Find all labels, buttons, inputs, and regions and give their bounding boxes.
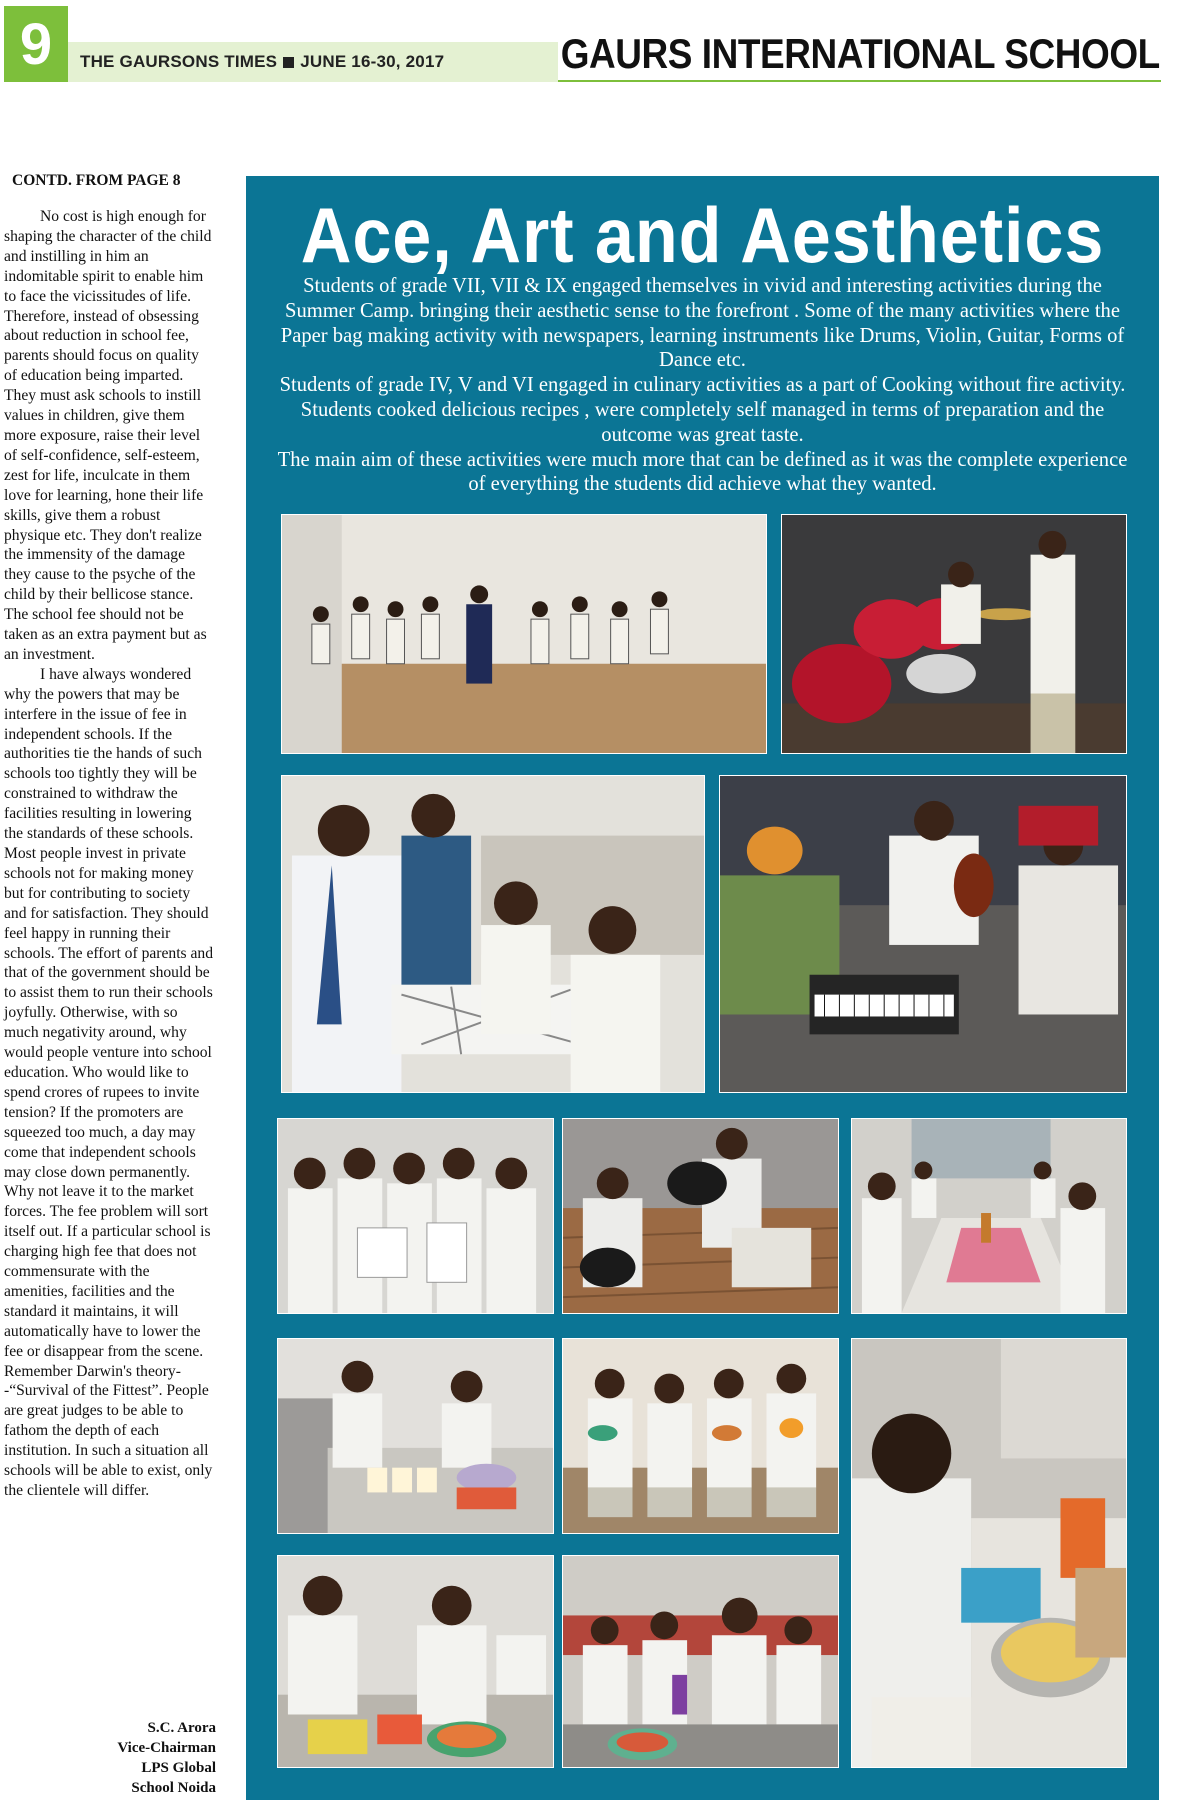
article-paragraph: No cost is high enough for shaping the character of the child and instilling in him an indomitable spirit to enable him to face the vicissitudes of life. Therefore, instead of obsessing about reduction in school fee, parents should focus on quality of education being imparted. They must ask schools to instill values in children, give them more exposure, raise their level of self-confidence, self-esteem, zest for life, inculcate in them love for learning, hone their life skills, give them a robust physique etc. They don't realize the immensity of the damage they cause to the psyche of the child by their bellicose stance. The school fee should not be taken as an extra payment but as an investment. [4, 208, 212, 663]
intro-paragraph: The main aim of these activities were much more that can be defined as it was the complete experience of everything the students did achieve what they wanted. [277, 448, 1128, 496]
salad-making-photo [277, 1338, 554, 1534]
intro-paragraph: Students of grade VII, VII & IX engaged themselves in vivid and interesting activities during the Summer Camp. bringing their aesthetic sense to the forefront . Some of the many activities where the Paper bag making activity with newspapers, learning instruments like Drums, Violin, Guitar, Forms of Dance etc. [280, 275, 1125, 372]
left-article [4, 172, 214, 1501]
cooking-table-photo [851, 1118, 1127, 1314]
author-location: School Noida [131, 1780, 216, 1796]
author-signature [92, 1718, 216, 1798]
page-number: 9 [4, 6, 68, 82]
feature-intro [268, 274, 1137, 497]
dance-photo [281, 514, 767, 754]
article-paragraph: I have always wondered why the powers that may be interfere in the issue of fee in independent schools. If the authorities tie the hands of such schools too tightly they will be constrained to withdraw the facilities resulting in lowering the standards of these schools. Most people invest in private schools not for making money but for contributing to society and for satisfaction. They should feel happy in running their schools. The effort of parents and that of the government should be to assist them to run their schools joyfully. Otherwise, with so much negativity around, why would people venture into school education. Who would like to spend crores of rupees to invite tension? If the promoters are squeezed too much, a day may come that independent schools may close down permanently. Why not leave it to the market forces. The fee problem will sort itself out. If a particular school is charging high fee that does not commensurate with the amenities, facilities and the standard it maintains, it will automatically have to lower the fee or disappear from the scene. Remember Darwin's theory--“Survival of the Fittest”. People are great judges to be able to fathom the depth of each institution. In such a situation all schools will be able to exist, only the clientele will differ. [4, 665, 214, 1499]
article-body [4, 207, 214, 1501]
guitar-photo [562, 1118, 839, 1314]
continued-label: CONTD. FROM PAGE 8 [12, 172, 181, 189]
author-org: LPS Global [141, 1760, 216, 1776]
music-class-photo [719, 775, 1127, 1093]
issue-date: JUNE 16-30, 2017 [300, 52, 445, 71]
author-name: S.C. Arora [147, 1720, 216, 1736]
classroom-cooking-photo [562, 1555, 839, 1768]
lunch-boxes-photo [277, 1555, 554, 1768]
feature-headline: Ace, Art and Aesthetics [300, 191, 1105, 279]
dishes-display-photo [562, 1338, 839, 1534]
paper-bag-photo [281, 775, 705, 1093]
author-title: Vice-Chairman [117, 1740, 216, 1756]
paper-craft-group-photo [277, 1118, 554, 1314]
header-divider [558, 80, 1161, 82]
separator-square-icon [283, 57, 294, 68]
publication-name: THE GAURSONS TIMES [80, 52, 278, 71]
intro-paragraph: Students of grade IV, V and VI engaged in culinary activities as a part of Cooking without fire activity. Students cooked delicious recipes , were completely self managed in terms of preparation and the outcome was great taste. [279, 374, 1126, 446]
drums-photo [781, 514, 1127, 754]
student-serving-photo [851, 1338, 1127, 1768]
publication-banner [68, 42, 558, 82]
school-name: GAURS INTERNATIONAL SCHOOL [560, 30, 1160, 77]
